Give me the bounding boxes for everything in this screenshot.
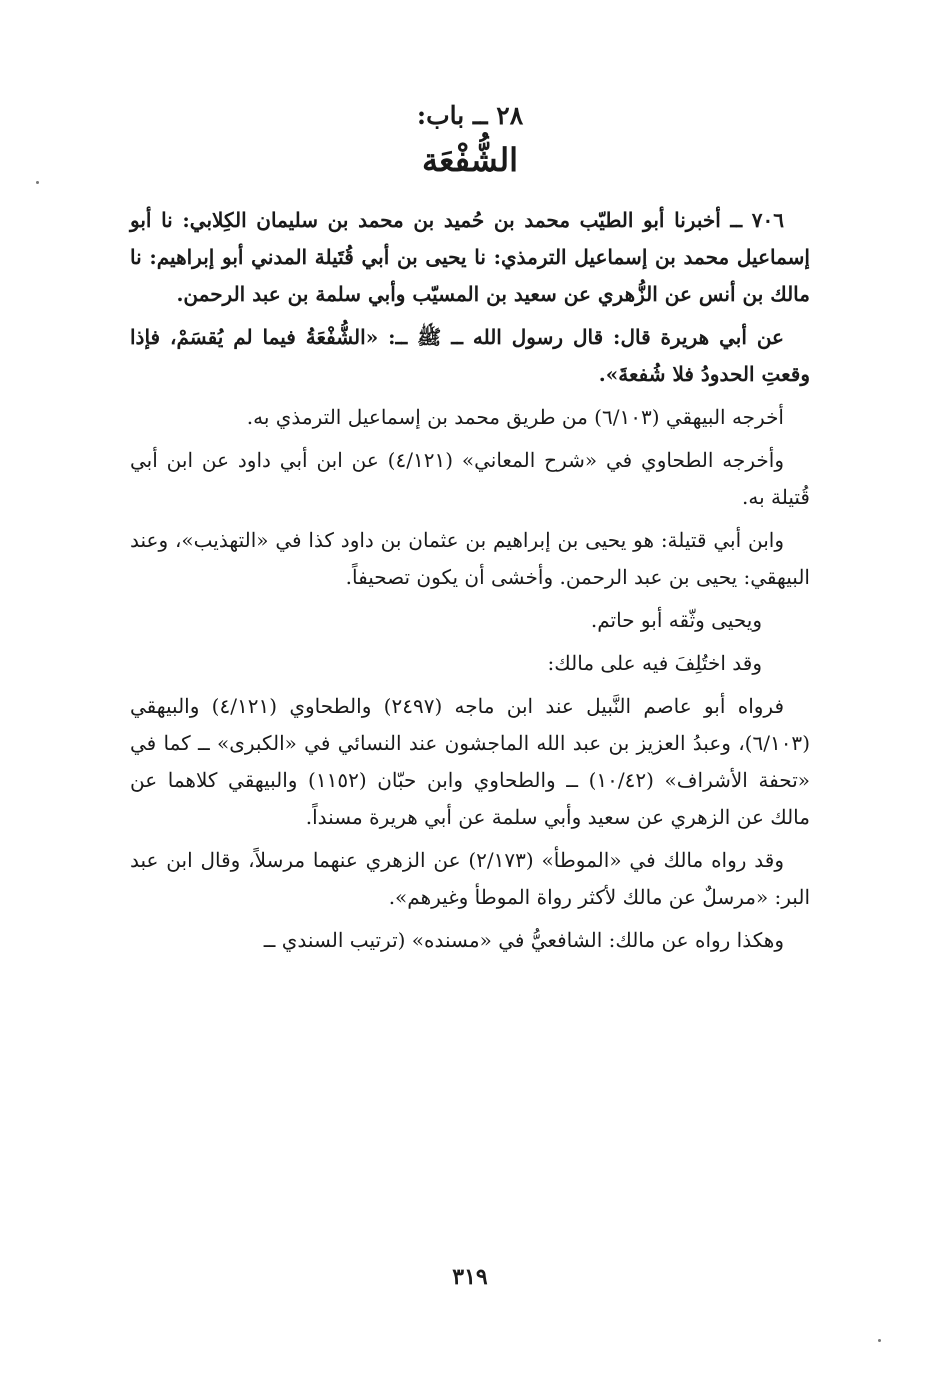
commentary-paragraph: ويحيى وثّقه أبو حاتم. [590, 608, 762, 632]
takhrij-paragraph: أخرجه البيهقي (٦/١٠٣) من طريق محمد بن إسماعيل الترمذي به. [246, 405, 784, 429]
margin-speck-left [36, 181, 39, 184]
main-text [130, 202, 810, 965]
commentary-paragraph: وقد رواه مالك في «الموطأ» (٢/١٧٣) عن الزهري عنهما مرسلاً، وقال ابن عبد البر: «مرسلٌ عن مالك لأكثر رواة الموطأ وغيرهم». [130, 848, 810, 909]
margin-speck-right [878, 1339, 881, 1342]
chapter-number-line: ٢٨ ــ باب: [416, 101, 524, 130]
takhrij-paragraph: وأخرجه الطحاوي في «شرح المعاني» (٤/١٢١) عن ابن أبي داود عن ابن أبي قُتيلة به. [130, 448, 810, 509]
page-number: ٣١٩ [452, 1264, 488, 1290]
commentary-paragraph: وقد اختُلِفَ فيه على مالك: [547, 651, 762, 675]
commentary-paragraph: فرواه أبو عاصم النَّبيل عند ابن ماجه (٢٤٩٧) والطحاوي (٤/١٢١) والبيهقي (٦/١٠٣)، وعبدُ العزيز بن عبد الله الماجشون عند النسائي في «الكبرى» ــ كما في «تحفة الأشراف» (١٠/٤٢) ــ والطحاوي وابن حبّان (١١٥٢) والبيهقي كلاهما عن مالك عن الزهري عن سعيد وأبي سلمة عن أبي هريرة مسنداً. [130, 694, 811, 829]
hadith-isnad-paragraph: ٧٠٦ ــ أخبرنا أبو الطيّب محمد بن حُميد بن محمد بن سليمان الكِلابي: نا أبو إسماعيل محمد بن إسماعيل الترمذي: نا يحيى بن أبي قُتَيلة المدني أبو إبراهيم: نا مالك بن أنس عن الزُّهري عن سعيد بن المسيّب وأبي سلمة بن عبد الرحمن. [130, 208, 810, 306]
hadith-matn-paragraph: عن أبي هريرة قال: قال رسول الله ــ ﷺ ــ: «الشُّفْعَةُ فيما لم يُقسَمْ، فإذا وقعتِ الحدودُ فلا شُفعةَ». [130, 325, 810, 386]
commentary-paragraph: وابن أبي قتيلة: هو يحيى بن إبراهيم بن عثمان بن داود كذا في «التهذيب»، وعند البيهقي: يحيى بن عبد الرحمن. وأخشى أن يكون تصحيفاً. [130, 528, 810, 589]
commentary-paragraph: وهكذا رواه عن مالك: الشافعيُّ في «مسنده» (ترتيب السندي ــ [263, 928, 784, 952]
chapter-header [130, 96, 810, 184]
chapter-title: الشُّفْعَة [422, 141, 518, 179]
